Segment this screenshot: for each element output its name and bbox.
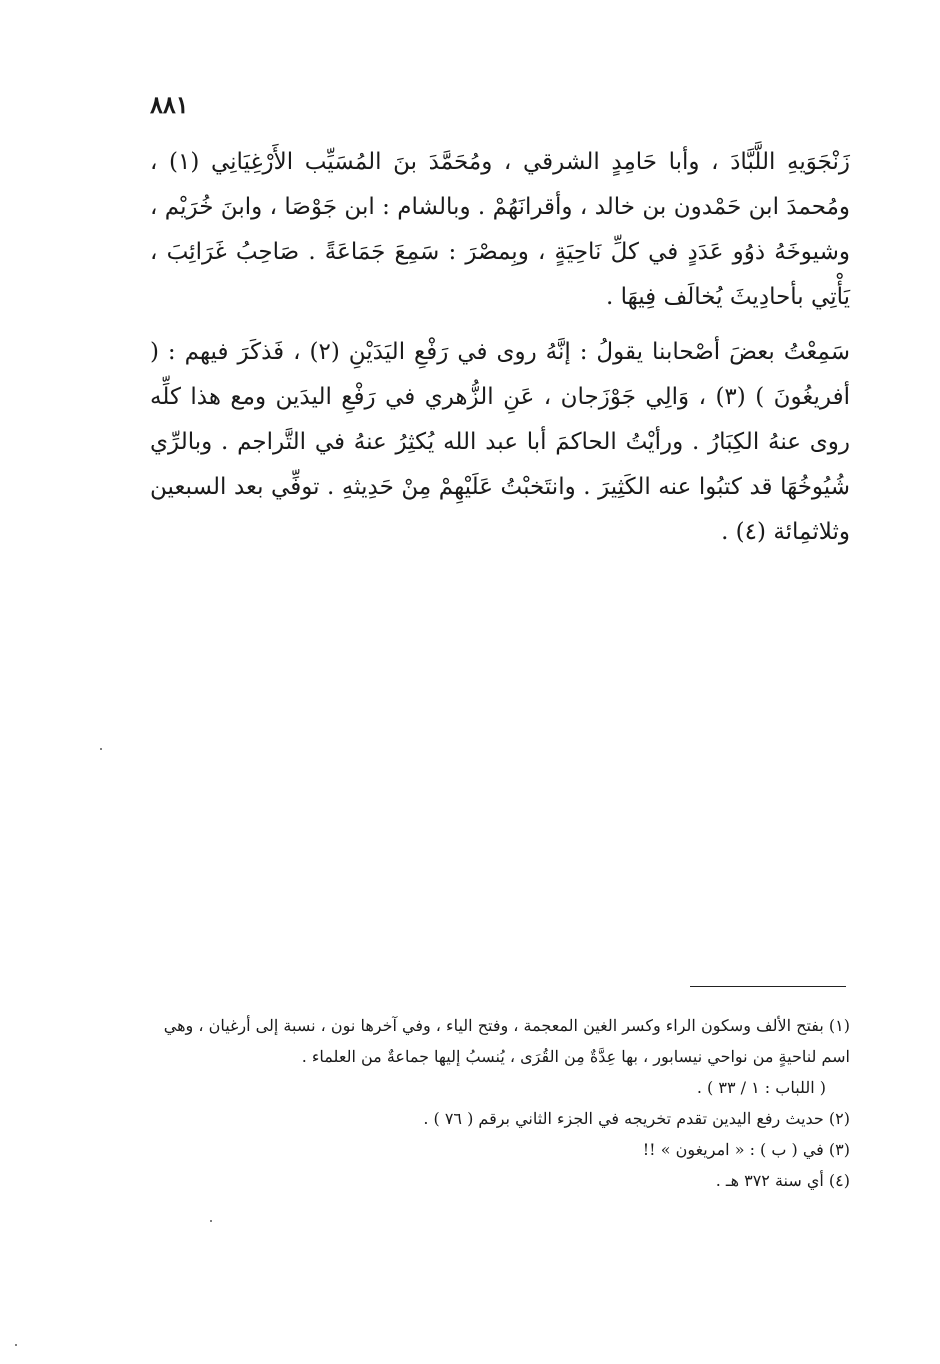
- footnote-1: (١) بفتح الألف وسكون الراء وكسر الغين المعجمة ، وفتح الياء ، وفي آخرها نون ، نسبة إلى أرغيان ، وهي اسم لناحيةٍ من نواحي نيسابور ، بها عِدَّةٌ مِن القُرَى ، يُنسبُ إليها جماعةٌ من العلماء .: [163, 1016, 850, 1066]
- page-number: ٨٨١: [150, 90, 189, 119]
- scan-speck: [100, 748, 102, 750]
- scan-speck: [15, 1344, 17, 1346]
- scan-speck: [210, 1220, 212, 1222]
- footnote-3: (٣) في ( ب ) : « امريغون » !!: [642, 1140, 850, 1159]
- footnote-separator: [690, 986, 846, 987]
- paragraph-1: زَنْجَوَيهِ اللَّبَّادَ ، وأبا حَامِدٍ الشرقي ، ومُحَمَّدَ بنَ المُسَيِّب الأَرْغِيَانِي (١) ، ومُحمدَ ابن حَمْدون بن خالد ، وأقرانَهُمْ . وبالشام : ابن جَوْصَا ، وابنَ خُرَيْم ، وشيوخَهُ ذوُو عَدَدٍ في كلِّ نَاحِيَةٍ ، وبِمصْرَ : سَمِعَ جَمَاعَةً . صَاحِبُ غَرَائِبَ ، يَأْتِي بأحادِيثَ يُخالَف فِيهَا .: [150, 149, 850, 310]
- main-text: [150, 140, 850, 555]
- footnote-1-reference: ( اللباب : ١ / ٣٣ ) .: [696, 1078, 826, 1097]
- footnote-2: (٢) حديث رفع اليدين تقدم تخريجه في الجزء الثاني برقم ( ٧٦ ) .: [423, 1109, 850, 1128]
- footnotes: [150, 1010, 850, 1196]
- paragraph-2: سَمِعْتُ بعضَ أصْحابنا يقولُ : إنَّهُ روى في رَفْعِ اليَدَيْنِ (٢) ، فَذكَرَ فيهم : ( أفريغُونَ ) (٣) ، وَالِي جَوْزَجان ، عَنِ الزُّهري في رَفْعِ اليدَين ومع هذا كلِّه روى عنهُ الكِبَارُ . ورأيْتُ الحاكمَ أبا عبد الله يُكثِرُ عنهُ في التَّراجم . وبالرِّي شُيُوخُهَا قد كتبُوا عنه الكَثِيرَ . وانتَخبْتُ عَلَيْهِمْ مِنْ حَدِيثهِ . توفِّي بعد السبعين وثلاثمِائة (٤) .: [150, 339, 850, 545]
- footnote-4: (٤) أي سنة ٣٧٢ هـ .: [715, 1171, 850, 1190]
